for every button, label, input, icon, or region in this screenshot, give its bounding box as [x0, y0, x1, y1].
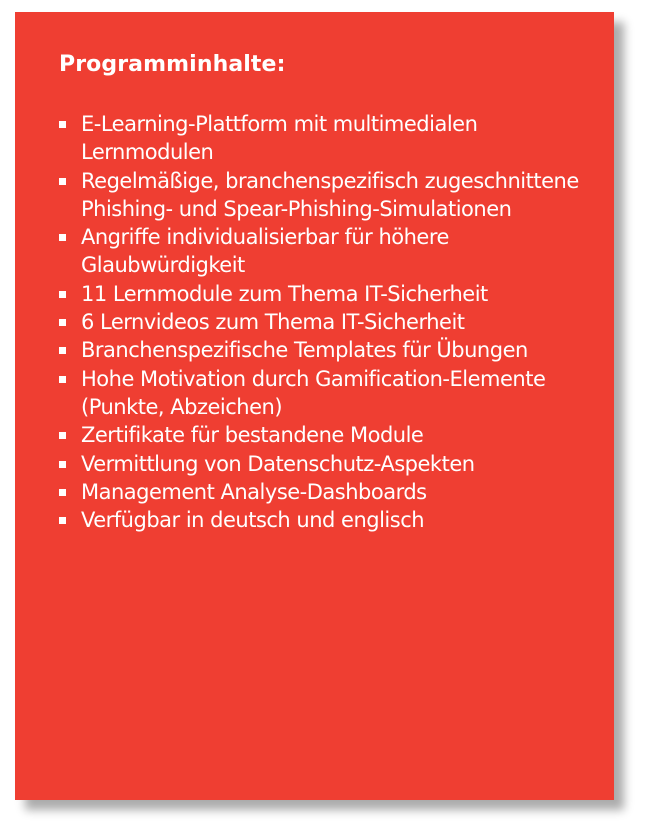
list-item — [59, 450, 594, 478]
list-item — [59, 336, 594, 364]
list-item — [59, 478, 594, 506]
list-item — [59, 280, 594, 308]
list-item — [59, 365, 594, 422]
program-contents-panel — [15, 12, 614, 800]
list-item-text: 6 Lernvideos zum Thema IT-Sicherheit — [81, 310, 465, 335]
list-item — [59, 167, 594, 224]
list-item — [59, 506, 594, 534]
list-item-text: Angriffe individualisierbar für höhere Glaubwürdigkeit — [81, 225, 449, 278]
square-bullet-icon — [59, 121, 66, 128]
square-bullet-icon — [59, 178, 66, 185]
list-item-text: 11 Lernmodule zum Thema IT-Sicherheit — [81, 281, 488, 306]
square-bullet-icon — [59, 347, 66, 354]
square-bullet-icon — [59, 291, 66, 298]
square-bullet-icon — [59, 489, 66, 496]
list-item-text: Hohe Motivation durch Gamification-Elemente (Punkte, Abzeichen) — [81, 366, 546, 419]
list-item-text: Regelmäßige, branchenspezifisch zugeschnittene Phishing- und Spear-Phishing-Simulationen — [81, 168, 579, 221]
list-item — [59, 110, 594, 167]
program-contents-list — [59, 110, 594, 534]
list-item-text: Verfügbar in deutsch und englisch — [81, 508, 425, 533]
list-item — [59, 308, 594, 336]
square-bullet-icon — [59, 319, 66, 326]
list-item-text: Vermittlung von Datenschutz-Aspekten — [81, 451, 475, 476]
list-item — [59, 421, 594, 449]
list-item-text: E-Learning-Plattform mit multimedialen Lernmodulen — [81, 112, 478, 165]
list-item-text: Management Analyse-Dashboards — [81, 479, 427, 504]
square-bullet-icon — [59, 376, 66, 383]
list-item — [59, 223, 594, 280]
list-item-text: Zertifikate für bestandene Module — [81, 423, 424, 448]
square-bullet-icon — [59, 461, 66, 468]
list-item-text: Branchenspezifische Templates für Übungen — [81, 338, 528, 363]
square-bullet-icon — [59, 517, 66, 524]
panel-title: Programminhalte: — [59, 52, 286, 77]
square-bullet-icon — [59, 432, 66, 439]
square-bullet-icon — [59, 234, 66, 241]
